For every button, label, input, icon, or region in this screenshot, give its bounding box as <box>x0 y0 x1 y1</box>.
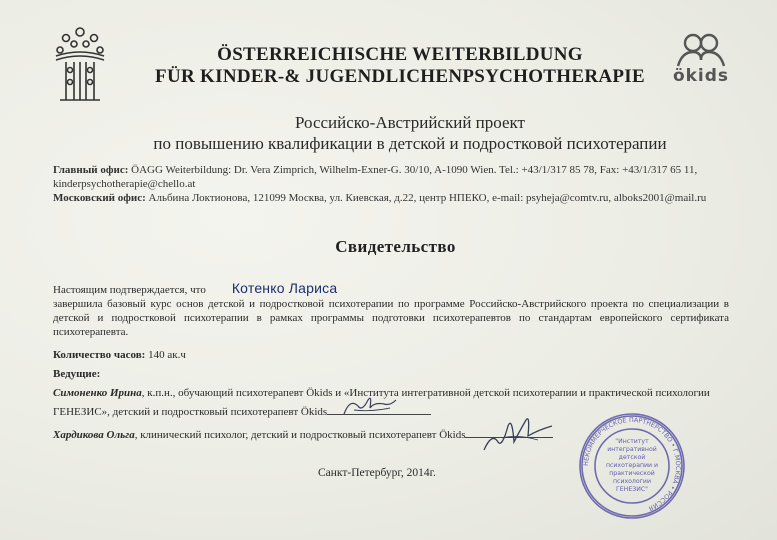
main-office-address: ÖAGG Weiterbildung: Dr. Vera Zimprich, Wilhelm-Exner-G. 30/10, A-1090 Wien. Tel.: +43/1/317 85 78, Fax: +43/1/317 65 11, <box>131 164 698 176</box>
stamp-line3: детской <box>618 454 646 461</box>
subtitle-line2: по повышению квалификации в детской и подростковой психотерапии <box>153 134 667 153</box>
stamp-line7: ГЕНЕЗИС" <box>615 486 649 493</box>
okids-logo-text: ökids <box>672 66 730 86</box>
stamp-line5: практической <box>609 470 655 477</box>
leader1-desc: , к.п.н., обучающий психотерапевт Ökids и «Института интегративной детской психотерапии и практической психологии <box>141 387 710 399</box>
stamp-line1: "Институт <box>615 438 649 445</box>
certificate-title: Свидетельство <box>335 237 456 256</box>
stamp-ring-text: НЕКОММЕРЧЕСКОЕ ПАРТНЕРСТВО • Г.МОСКВА • РОССИЯ <box>581 415 683 513</box>
leaders-label: Ведущие: <box>53 368 101 380</box>
project-subtitle <box>150 112 670 154</box>
moscow-office <box>53 192 706 206</box>
header-title <box>140 44 660 88</box>
stamp-line2: интегративной <box>607 446 657 453</box>
header-title-line2: FÜR KINDER-& JUGENDLICHENPSYCHOTHERAPIE <box>155 66 645 87</box>
tree-logo-icon <box>52 24 108 104</box>
hours-row <box>53 348 186 362</box>
hours-label: Количество часов: <box>53 349 146 361</box>
okids-logo <box>666 30 736 88</box>
main-office <box>53 164 697 191</box>
place-date: Санкт-Петербург, 2014г. <box>318 467 436 479</box>
main-office-label: Главный офис: <box>53 164 129 176</box>
recipient-name: Котенко Лариса <box>231 280 338 296</box>
hours-value: 140 ак.ч <box>148 349 186 361</box>
certificate-intro-line <box>53 281 337 297</box>
moscow-office-label: Московский офис: <box>53 192 146 204</box>
certificate-body-line2: детской и подростковой психотерапии в рамках программы подготовки психотерапевтов по стандартам европейского сертификата <box>53 312 729 324</box>
leader1-signature <box>340 392 400 420</box>
stamp-line6: психологии <box>613 478 651 485</box>
leader1-desc2: ГЕНЕЗИС», детский и подростковый психотерапевт Ökids <box>53 406 328 418</box>
leader2-signature <box>478 412 558 456</box>
header-title-line1: ÖSTERREICHISCHE WEITERBILDUNG <box>217 44 583 65</box>
okids-logo-icon <box>666 30 736 70</box>
leader2-name: Хардикова Ольга <box>53 429 135 441</box>
leader2-desc: , клинический психолог, детский и подростковый психотерапевт Ökids <box>134 429 466 441</box>
leader1-name: Симоненко Ирина <box>53 387 142 399</box>
certificate-body <box>53 297 729 339</box>
main-office-email: kinderpsychotherapie@chello.at <box>53 177 196 190</box>
moscow-office-address: Альбина Локтионова, 121099 Москва, ул. Киевская, д.22, центр НПЕКО, e-mail: psyheja@comtv.ru, alboks2001@mail.ru <box>148 192 707 204</box>
organization-stamp <box>576 410 688 522</box>
certificate-body-line1: завершила базовый курс основ детской и подростковой психотерапии по программе Российско-Австрийского проекта по специализации в <box>53 298 729 310</box>
certificate-intro: Настоящим подтверждается, что <box>53 284 206 296</box>
certificate-body-line3: психотерапевта. <box>53 326 129 338</box>
subtitle-line1: Российско-Австрийский проект <box>295 113 525 132</box>
stamp-line4: психотерапии и <box>605 462 659 469</box>
